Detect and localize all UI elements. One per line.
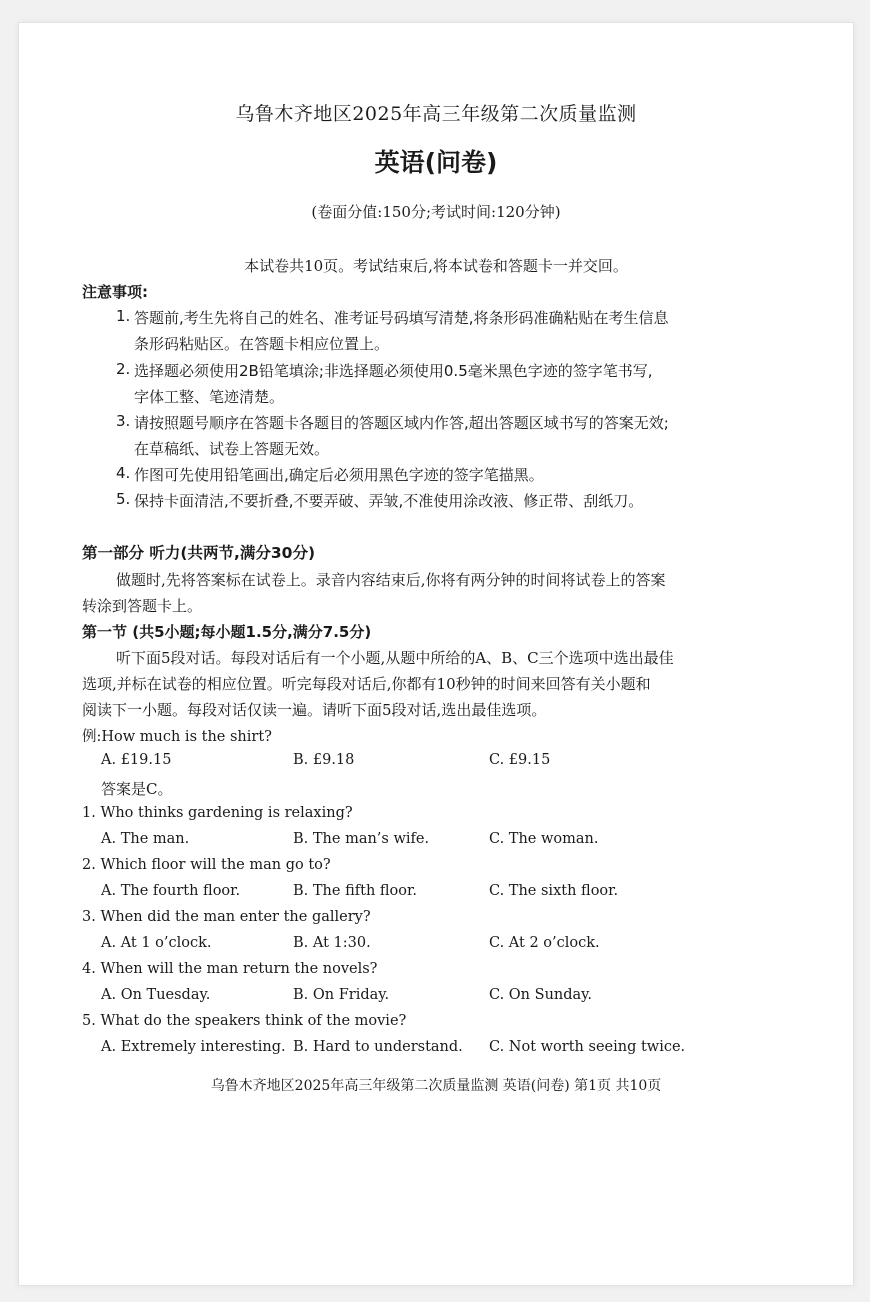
question-1: 1. Who thinks gardening is relaxing? — [82, 805, 353, 821]
exam-title: 乌鲁木齐地区2025年高三年级第二次质量监测 — [235, 103, 637, 125]
page-footer: 乌鲁木齐地区2025年高三年级第二次质量监测 英语(问卷) 第1页 共10页 — [210, 1078, 662, 1094]
question-4-option-c: C. On Sunday. — [489, 987, 593, 1003]
notice-item-5-num: 5. — [116, 490, 131, 508]
question-2-option-a: A. The fourth floor. — [101, 883, 241, 899]
question-2-option-c: C. The sixth floor. — [489, 883, 619, 899]
question-1-option-b: B. The man’s wife. — [293, 831, 430, 847]
notice-item-2-num: 2. — [116, 360, 131, 378]
notice-item-1-line2: 条形码粘贴区。在答题卡相应位置上。 — [134, 335, 390, 353]
example-option-b: B. £9.18 — [293, 752, 355, 768]
part1-heading: 第一部分 听力(共两节,满分30分) — [82, 544, 316, 562]
example-answer: 答案是C。 — [101, 780, 173, 798]
question-3-option-c: C. At 2 o’clock. — [489, 935, 600, 951]
subject-title: 英语(问卷) — [374, 148, 498, 177]
notice-heading: 注意事项: — [82, 283, 148, 301]
notice-item-3-num: 3. — [116, 412, 131, 430]
question-5-option-b: B. Hard to understand. — [293, 1039, 463, 1055]
notice-item-4-line1: 作图可先使用铅笔画出,确定后必须用黑色字迹的签字笔描黑。 — [134, 466, 544, 484]
part1-desc-line2: 转涂到答题卡上。 — [82, 597, 203, 615]
question-5-option-c: C. Not worth seeing twice. — [489, 1039, 686, 1055]
score-info: (卷面分值:150分;考试时间:120分钟) — [311, 203, 561, 221]
question-4-option-a: A. On Tuesday. — [101, 987, 211, 1003]
notice-item-1-line1: 答题前,考生先将自己的姓名、准考证号码填写清楚,将条形码准确粘贴在考生信息 — [134, 309, 669, 327]
section1-desc-line2: 选项,并标在试卷的相应位置。听完每段对话后,你都有10秒钟的时间来回答有关小题和 — [82, 675, 651, 693]
question-1-option-c: C. The woman. — [489, 831, 599, 847]
exam-page — [18, 22, 854, 1286]
question-5: 5. What do the speakers think of the movie? — [82, 1013, 407, 1029]
question-4-option-b: B. On Friday. — [293, 987, 390, 1003]
notice-item-2-line2: 字体工整、笔迹清楚。 — [134, 388, 285, 406]
question-3: 3. When did the man enter the gallery? — [82, 909, 371, 925]
section1-heading: 第一节 (共5小题;每小题1.5分,满分7.5分) — [82, 623, 372, 641]
question-5-option-a: A. Extremely interesting. — [101, 1039, 286, 1055]
example-option-a: A. £19.15 — [101, 752, 172, 768]
section1-desc-line1: 听下面5段对话。每段对话后有一个小题,从题中所给的A、B、C三个选项中选出最佳 — [116, 649, 674, 667]
part1-desc-line1: 做题时,先将答案标在试卷上。录音内容结束后,你将有两分钟的时间将试卷上的答案 — [116, 571, 666, 589]
notice-item-5-line1: 保持卡面清洁,不要折叠,不要弄破、弄皱,不准使用涂改液、修正带、刮纸刀。 — [134, 492, 644, 510]
question-3-option-a: A. At 1 o’clock. — [101, 935, 212, 951]
notice-item-3-line2: 在草稿纸、试卷上答题无效。 — [134, 440, 330, 458]
question-4: 4. When will the man return the novels? — [82, 961, 378, 977]
intro-text: 本试卷共10页。考试结束后,将本试卷和答题卡一并交回。 — [244, 257, 628, 275]
notice-item-4-num: 4. — [116, 464, 131, 482]
example-option-c: C. £9.15 — [489, 752, 551, 768]
question-2: 2. Which floor will the man go to? — [82, 857, 331, 873]
notice-item-2-line1: 选择题必须使用2B铅笔填涂;非选择题必须使用0.5毫米黑色字迹的签字笔书写, — [134, 362, 653, 380]
question-3-option-b: B. At 1:30. — [293, 935, 371, 951]
example-question: 例:How much is the shirt? — [82, 729, 272, 745]
question-1-option-a: A. The man. — [101, 831, 190, 847]
question-2-option-b: B. The fifth floor. — [293, 883, 417, 899]
notice-item-3-line1: 请按照题号顺序在答题卡各题目的答题区域内作答,超出答题区域书写的答案无效; — [134, 414, 669, 432]
section1-desc-line3: 阅读下一小题。每段对话仅读一遍。请听下面5段对话,选出最佳选项。 — [82, 701, 547, 719]
notice-item-1-num: 1. — [116, 307, 131, 325]
